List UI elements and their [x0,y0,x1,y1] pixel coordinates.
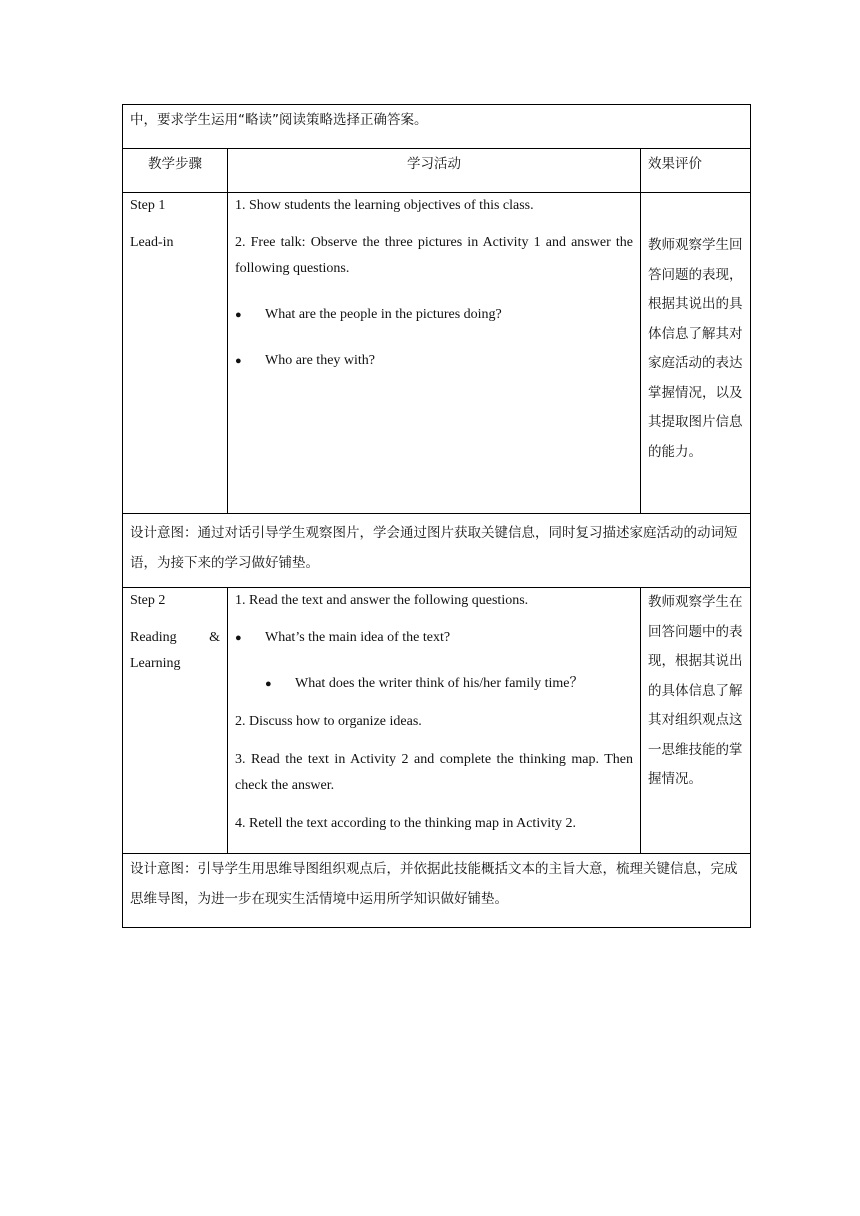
step2-activity-4: 4. Retell the text according to the thinking map in Activity 2. [235,816,576,831]
step2-activities [228,588,641,854]
step1-label: Step 1 [130,198,166,213]
step1-activity-2: 2. Free talk: Observe the three pictures in Activity 1 and answer the following questions. [235,235,633,276]
step1-bullet-2: ● Who are they with? [235,348,633,374]
step2-activity-3: 3. Read the text in Activity 2 and complete the thinking map. Then check the answer. [235,752,633,793]
step2-name-part2: Learning [130,656,181,671]
step1-design-intent: 设计意图：通过对话引导学生观察图片，学会通过图片获取关键信息，同时复习描述家庭活动的动词短语，为接下来的学习做好铺垫。 [123,514,751,588]
step2-row [123,588,751,854]
header-row [123,149,751,193]
step1-intent-row [123,514,751,588]
step2-bullet-2: ● What does the writer think of his/her family time？ [235,671,633,697]
step1-bullet-1: ● What are the people in the pictures doing? [235,302,633,328]
step1-name: Lead-in [130,235,174,250]
step2-design-intent: 设计意图：引导学生用思维导图组织观点后，并依据此技能概括文本的主旨大意，梳理关键信息，完成思维导图，为进一步在现实生活情境中运用所学知识做好铺垫。 [123,854,751,928]
step2-label: Step 2 [130,593,166,608]
step1-row [123,193,751,514]
header-evaluation: 效果评价 [641,149,751,193]
step1-evaluation: 教师观察学生回答问题的表现，根据其说出的具体信息了解其对家庭活动的表达掌握情况，以及其提取图片信息的能力。 [641,193,751,514]
step2-bullet-1: ● What’s the main idea of the text? [235,625,633,651]
step1-cell [123,193,228,514]
header-activities: 学习活动 [228,149,641,193]
header-steps: 教学步骤 [123,149,228,193]
step1-activities [228,193,641,514]
step2-cell [123,588,228,854]
step2-name-part1: Reading [130,630,177,645]
step2-activity-1: 1. Read the text and answer the following questions. [235,593,529,608]
step2-name-amp: & [209,630,220,645]
step2-name-line [130,625,220,651]
intro-text: 中，要求学生运用“略读”阅读策略选择正确答案。 [123,105,751,149]
step1-activity-1: 1. Show students the learning objectives of this class. [235,198,534,213]
step2-intent-row [123,854,751,928]
intro-row [123,105,751,149]
lesson-plan-table [122,104,751,928]
step2-activity-2: 2. Discuss how to organize ideas. [235,714,422,729]
step2-evaluation: 教师观察学生在回答问题中的表现，根据其说出的具体信息了解其对组织观点这一思维技能的掌握情况。 [641,588,751,854]
